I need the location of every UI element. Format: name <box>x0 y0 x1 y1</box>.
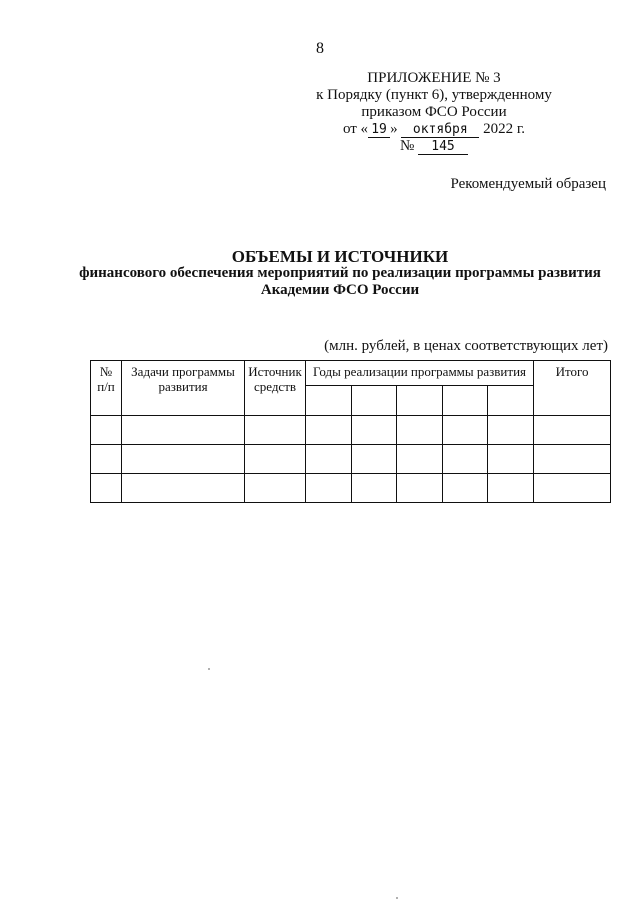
year-cell <box>306 386 352 416</box>
table-cell <box>534 445 611 474</box>
date-day: 19 <box>368 123 390 138</box>
table-cell <box>245 416 306 445</box>
table-cell <box>534 416 611 445</box>
header-years: Годы реализации программы развития <box>306 361 534 386</box>
appendix-line-2: приказом ФСО России <box>361 104 507 120</box>
appendix-title: ПРИЛОЖЕНИЕ № 3 <box>367 70 501 86</box>
sample-label: Рекомендуемый образец <box>450 176 606 192</box>
table-row <box>91 445 611 474</box>
header-num: № п/п <box>91 361 122 416</box>
table-cell <box>397 474 443 503</box>
table-cell <box>534 474 611 503</box>
date-year: 2022 г. <box>483 121 526 137</box>
table-cell <box>122 445 245 474</box>
table-cell <box>91 474 122 503</box>
table-cell <box>352 416 397 445</box>
table-cell <box>245 445 306 474</box>
table-cell <box>443 416 488 445</box>
year-cell <box>352 386 397 416</box>
table-cell <box>488 474 534 503</box>
table-cell <box>306 474 352 503</box>
table-cell <box>91 445 122 474</box>
appendix-date-line <box>284 121 584 138</box>
table-cell <box>306 416 352 445</box>
table-cell <box>122 416 245 445</box>
date-month: октября <box>401 123 479 138</box>
table-cell <box>306 445 352 474</box>
scan-speck <box>208 668 210 670</box>
table-cell <box>397 445 443 474</box>
table-cell <box>352 474 397 503</box>
year-cell <box>488 386 534 416</box>
title-line-3: Академии ФСО России <box>260 282 420 298</box>
page-number: 8 <box>316 40 324 57</box>
appendix-line-1: к Порядку (пункт 6), утвержденному <box>316 87 552 103</box>
document-title <box>60 248 620 299</box>
units-note: (млн. рублей, в ценах соответствующих лет) <box>324 338 608 354</box>
appendix-number-line <box>284 138 584 155</box>
header-total: Итого <box>534 361 611 416</box>
appendix-block <box>284 70 584 155</box>
title-line-1: ОБЪЕМЫ И ИСТОЧНИКИ <box>231 247 449 266</box>
table-cell <box>443 445 488 474</box>
header-tasks: Задачи программы развития <box>122 361 245 416</box>
table-cell <box>488 416 534 445</box>
table-cell <box>443 474 488 503</box>
title-line-2: финансового обеспечения мероприятий по реализации программы развития <box>79 265 601 281</box>
header-source: Источник средств <box>245 361 306 416</box>
number-label: № <box>399 138 415 154</box>
date-mid: » <box>390 121 398 137</box>
header-row-1 <box>91 361 611 386</box>
table-cell <box>488 445 534 474</box>
table-cell <box>397 416 443 445</box>
year-cell <box>397 386 443 416</box>
scan-speck <box>396 897 398 899</box>
table-row <box>91 474 611 503</box>
table-cell <box>245 474 306 503</box>
table-row <box>91 416 611 445</box>
table-cell <box>122 474 245 503</box>
table-cell <box>91 416 122 445</box>
table-cell <box>352 445 397 474</box>
date-prefix: от « <box>342 121 369 137</box>
order-number: 145 <box>418 140 468 155</box>
year-cell <box>443 386 488 416</box>
funding-table <box>90 360 611 503</box>
